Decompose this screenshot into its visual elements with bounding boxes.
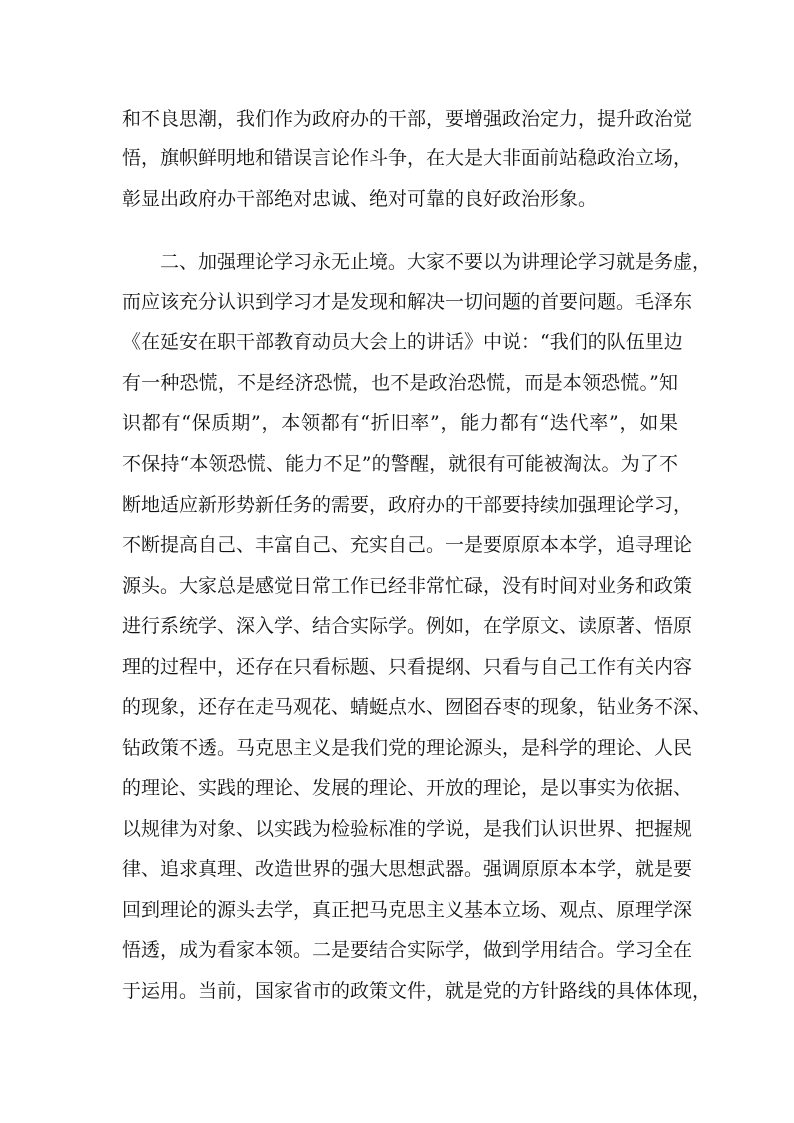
paragraph-2-line-10: 进行系统学、深入学、结合实际学。例如，在学原文、读原著、悟原 [122, 615, 693, 637]
paragraph-2-line-5: 识都有“保质期”，本领都有“折旧率”，能力都有“迭代率”，如果 [122, 412, 678, 434]
paragraph-2-line-3: 《在延安在职干部教育动员大会上的讲话》中说：“我们的队伍里边 [122, 331, 683, 353]
paragraph-1-line-1: 和不良思潮，我们作为政府办的干部，要增强政治定力，提升政治觉 [122, 108, 693, 130]
paragraph-2-line-18: 悟透，成为看家本领。二是要结合实际学，做到学用结合。学习全在 [122, 939, 693, 961]
paragraph-2-line-19: 于运用。当前，国家省市的政策文件，就是党的方针路线的具体体现， [122, 980, 712, 1002]
paragraph-2-line-8: 不断提高自己、丰富自己、充实自己。一是要原原本本学，追寻理论 [122, 534, 693, 556]
paragraph-2-line-2: 而应该充分认识到学习才是发现和解决一切问题的首要问题。毛泽东 [122, 291, 693, 313]
paragraph-1-line-2: 悟，旗帜鲜明地和错误言论作斗争，在大是大非面前站稳政治立场， [122, 147, 693, 169]
paragraph-2-line-15: 以规律为对象、以实践为检验标准的学说，是我们认识世界、把握规 [122, 818, 693, 840]
paragraph-2-line-16: 律、追求真理、改造世界的强大思想武器。强调原原本本学，就是要 [122, 858, 693, 880]
paragraph-2-line-4: 有一种恐慌，不是经济恐慌，也不是政治恐慌，而是本领恐慌。”知 [122, 372, 678, 394]
paragraph-2-line-13: 钻政策不透。马克思主义是我们党的理论源头，是科学的理论、人民 [122, 737, 693, 759]
paragraph-2-line-11: 理的过程中，还存在只看标题、只看提纲、只看与自己工作有关内容 [122, 656, 693, 678]
paragraph-2-line-9: 源头。大家总是感觉日常工作已经非常忙碌，没有时间对业务和政策 [122, 575, 693, 597]
paragraph-2-line-14: 的理论、实践的理论、发展的理论、开放的理论，是以事实为依据、 [122, 777, 693, 799]
paragraph-2-line-17: 回到理论的源头去学，真正把马克思主义基本立场、观点、原理学深 [122, 899, 693, 921]
paragraph-2-line-1: 二、加强理论学习永无止境。大家不要以为讲理论学习就是务虚， [160, 251, 712, 273]
paragraph-2-line-6: 不保持“本领恐慌、能力不足”的警醒，就很有可能被淘汰。为了不 [122, 453, 678, 475]
paragraph-2-line-12: 的现象，还存在走马观花、蜻蜓点水、囫囵吞枣的现象，钻业务不深、 [122, 696, 712, 718]
paragraph-1-line-3: 彰显出政府办干部绝对忠诚、绝对可靠的良好政治形象。 [122, 188, 598, 210]
paragraph-2-line-7: 断地适应新形势新任务的需要，政府办的干部要持续加强理论学习， [122, 494, 693, 516]
